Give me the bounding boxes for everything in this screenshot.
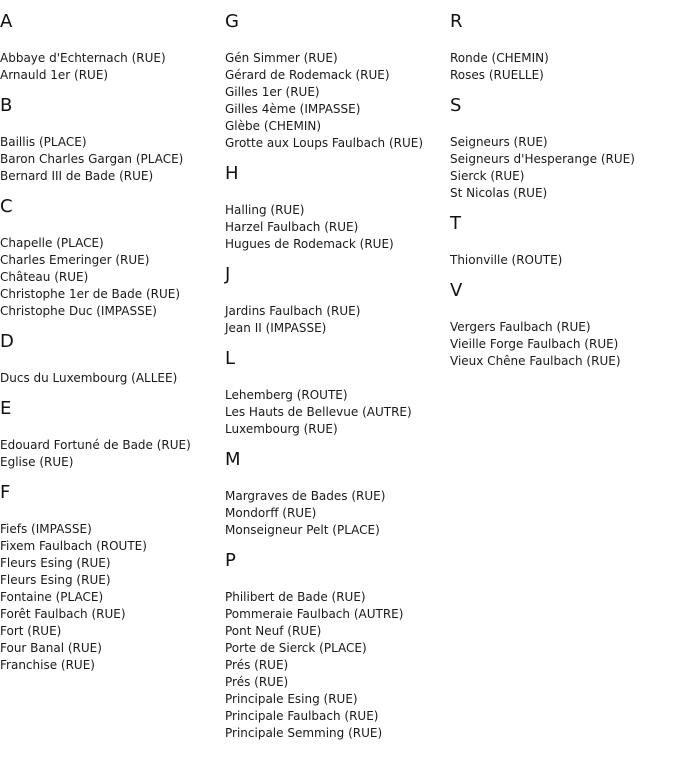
street-link[interactable]: Edouard Fortuné de Bade (RUE) (0, 438, 191, 452)
street-list (450, 319, 672, 370)
letter-heading: L (225, 348, 236, 369)
street-link[interactable]: Arnauld 1er (RUE) (0, 68, 109, 82)
letter-heading: A (0, 11, 13, 32)
street-link[interactable]: Vieille Forge Faulbach (RUE) (450, 337, 619, 351)
street-link[interactable]: Hugues de Rodemack (RUE) (225, 237, 394, 251)
letter-group-a (0, 10, 222, 84)
street-link[interactable]: Charles Emeringer (RUE) (0, 253, 150, 267)
street-link[interactable]: Ronde (CHEMIN) (450, 51, 549, 65)
street-link[interactable]: Harzel Faulbach (RUE) (225, 220, 359, 234)
letter-group-e (0, 397, 222, 471)
street-link[interactable]: Seigneurs d'Hesperange (RUE) (450, 152, 635, 166)
letter-heading: J (225, 264, 231, 285)
street-link[interactable]: Eglise (RUE) (0, 455, 74, 469)
street-index-column-3 (450, 0, 672, 370)
street-link[interactable]: Prés (RUE) (225, 675, 289, 689)
street-link[interactable]: Gilles 1er (RUE) (225, 85, 320, 99)
street-link[interactable]: Gilles 4ème (IMPASSE) (225, 102, 361, 116)
letter-group-v (450, 279, 672, 370)
street-list (225, 387, 447, 438)
letter-heading: M (225, 449, 241, 470)
letter-group-h (225, 162, 447, 253)
street-link[interactable]: Vergers Faulbach (RUE) (450, 320, 591, 334)
street-link[interactable]: Abbaye d'Echternach (RUE) (0, 51, 166, 65)
letter-group-j (225, 263, 447, 337)
street-link[interactable]: Glèbe (CHEMIN) (225, 119, 322, 133)
street-list (0, 521, 222, 674)
street-list (0, 134, 222, 185)
street-link[interactable]: Ducs du Luxembourg (ALLEE) (0, 371, 178, 385)
street-link[interactable]: Prés (RUE) (225, 658, 289, 672)
letter-heading: T (450, 213, 461, 234)
street-list (225, 50, 447, 152)
letter-group-d (0, 330, 222, 387)
street-link[interactable]: Fontaine (PLACE) (0, 590, 104, 604)
street-link[interactable]: Vieux Chêne Faulbach (RUE) (450, 354, 621, 368)
street-link[interactable]: Grotte aux Loups Faulbach (RUE) (225, 136, 424, 150)
street-link[interactable]: Fleurs Esing (RUE) (0, 556, 111, 570)
street-link[interactable]: Fort (RUE) (0, 624, 62, 638)
street-index-column-1 (0, 0, 222, 674)
street-list (225, 589, 447, 742)
letter-heading: E (0, 398, 12, 419)
street-link[interactable]: Franchise (RUE) (0, 658, 95, 672)
street-list (0, 50, 222, 84)
letter-group-l (225, 347, 447, 438)
street-link[interactable]: Seigneurs (RUE) (450, 135, 548, 149)
letter-group-f (0, 481, 222, 674)
street-link[interactable]: St Nicolas (RUE) (450, 186, 548, 200)
street-link[interactable]: Baillis (PLACE) (0, 135, 87, 149)
street-list (225, 202, 447, 253)
letter-group-m (225, 448, 447, 539)
street-link[interactable]: Les Hauts de Bellevue (AUTRE) (225, 405, 412, 419)
street-link[interactable]: Fleurs Esing (RUE) (0, 573, 111, 587)
letter-group-r (450, 10, 672, 84)
letter-heading: B (0, 95, 13, 116)
street-list (0, 437, 222, 471)
letter-heading: S (450, 95, 462, 116)
street-link[interactable]: Halling (RUE) (225, 203, 305, 217)
street-index-column-2 (225, 0, 447, 742)
street-link[interactable]: Christophe Duc (IMPASSE) (0, 304, 157, 318)
street-link[interactable]: Four Banal (RUE) (0, 641, 102, 655)
street-link[interactable]: Jean II (IMPASSE) (225, 321, 327, 335)
street-link[interactable]: Margraves de Bades (RUE) (225, 489, 386, 503)
street-link[interactable]: Pommeraie Faulbach (AUTRE) (225, 607, 404, 621)
letter-heading: F (0, 482, 11, 503)
street-link[interactable]: Pont Neuf (RUE) (225, 624, 322, 638)
letter-heading: V (450, 280, 463, 301)
street-link[interactable]: Mondorff (RUE) (225, 506, 317, 520)
street-link[interactable]: Thionville (ROUTE) (450, 253, 563, 267)
letter-group-b (0, 94, 222, 185)
street-list (225, 303, 447, 337)
street-link[interactable]: Roses (RUELLE) (450, 68, 544, 82)
street-link[interactable]: Bernard III de Bade (RUE) (0, 169, 154, 183)
street-link[interactable]: Porte de Sierck (PLACE) (225, 641, 367, 655)
street-link[interactable]: Fiefs (IMPASSE) (0, 522, 92, 536)
street-link[interactable]: Gén Simmer (RUE) (225, 51, 338, 65)
street-list (0, 235, 222, 320)
letter-group-c (0, 195, 222, 320)
letter-group-p (225, 549, 447, 742)
letter-heading: H (225, 163, 239, 184)
street-link[interactable]: Château (RUE) (0, 270, 89, 284)
street-link[interactable]: Forêt Faulbach (RUE) (0, 607, 126, 621)
street-link[interactable]: Principale Semming (RUE) (225, 726, 383, 740)
street-link[interactable]: Gérard de Rodemack (RUE) (225, 68, 390, 82)
street-link[interactable]: Christophe 1er de Bade (RUE) (0, 287, 181, 301)
street-list (225, 488, 447, 539)
street-list (450, 252, 672, 269)
letter-heading: R (450, 11, 463, 32)
street-link[interactable]: Principale Esing (RUE) (225, 692, 358, 706)
letter-group-s (450, 94, 672, 202)
street-link[interactable]: Lehemberg (ROUTE) (225, 388, 348, 402)
letter-heading: G (225, 11, 239, 32)
street-link[interactable]: Jardins Faulbach (RUE) (225, 304, 361, 318)
letter-group-t (450, 212, 672, 269)
street-list (0, 370, 222, 387)
street-list (450, 50, 672, 84)
street-link[interactable]: Fixem Faulbach (ROUTE) (0, 539, 147, 553)
letter-heading: C (0, 196, 13, 217)
street-list (450, 134, 672, 202)
street-link[interactable]: Sierck (RUE) (450, 169, 525, 183)
street-link[interactable]: Principale Faulbach (RUE) (225, 709, 379, 723)
letter-group-g (225, 10, 447, 152)
street-link[interactable]: Luxembourg (RUE) (225, 422, 338, 436)
street-link[interactable]: Chapelle (PLACE) (0, 236, 104, 250)
street-link[interactable]: Philibert de Bade (RUE) (225, 590, 366, 604)
letter-heading: D (0, 331, 14, 352)
letter-heading: P (225, 550, 236, 571)
street-link[interactable]: Baron Charles Gargan (PLACE) (0, 152, 184, 166)
street-link[interactable]: Monseigneur Pelt (PLACE) (225, 523, 380, 537)
